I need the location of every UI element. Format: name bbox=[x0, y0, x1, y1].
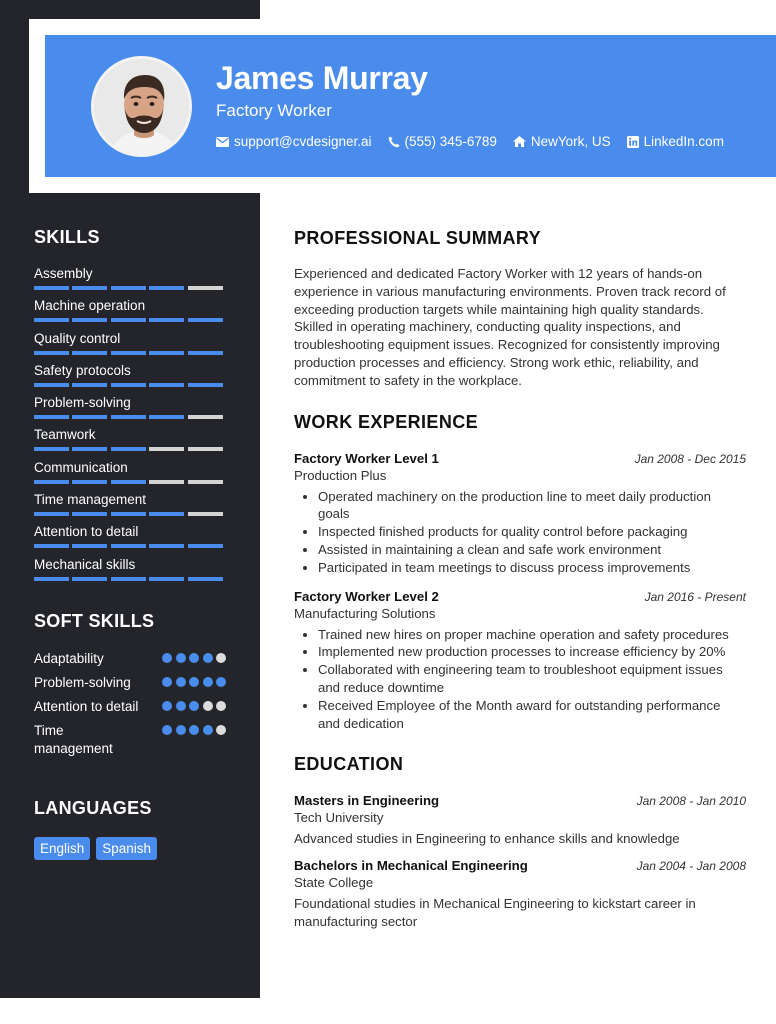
skill-level-bar bbox=[34, 351, 226, 355]
soft-skill-item bbox=[34, 698, 226, 716]
job-bullet: • Trained new hires on proper machine operation and safety procedures bbox=[318, 626, 746, 644]
skill-level-segment bbox=[111, 351, 146, 355]
skills-heading: SKILLS bbox=[34, 227, 100, 247]
rating-dot bbox=[203, 701, 213, 711]
education-school: State College bbox=[294, 875, 374, 891]
skill-level-segment bbox=[34, 544, 69, 548]
candidate-name: James Murray bbox=[216, 60, 428, 96]
skill-item bbox=[34, 523, 226, 555]
job-header bbox=[294, 451, 746, 466]
main-content bbox=[294, 228, 746, 931]
summary-text: Experienced and dedicated Factory Worker with 12 years of hands-on experience in various manufacturing environments. Proven track record of exceeding production targets while maintaining high quality standards. Skilled in operating machinery, conducting quality inspections, and troubleshooting equipment issues. Recognized for consistently improving production processes and efficiency. Strong work ethic, reliability, and commitment to safety in the workplace. bbox=[294, 266, 726, 388]
rating-dot bbox=[216, 725, 226, 735]
skill-level-bar bbox=[34, 480, 226, 484]
languages-list bbox=[34, 837, 163, 860]
skill-item bbox=[34, 394, 226, 426]
skill-level-segment bbox=[34, 383, 69, 387]
skill-level-segment bbox=[34, 447, 69, 451]
skill-level-segment bbox=[149, 318, 184, 322]
skill-level-segment bbox=[149, 351, 184, 355]
job-role: Factory Worker Level 2 bbox=[294, 588, 439, 604]
experience-list bbox=[294, 451, 746, 733]
skill-level-segment bbox=[149, 544, 184, 548]
rating-dot bbox=[162, 701, 172, 711]
skill-level-segment bbox=[149, 415, 184, 419]
rating-dot bbox=[189, 725, 199, 735]
job-bullet: • Implemented new production processes to increase efficiency by 20% bbox=[318, 643, 746, 661]
skill-level-bar bbox=[34, 383, 226, 387]
education-description: Foundational studies in Mechanical Engineering to kickstart career in manufacturing sector bbox=[294, 896, 696, 929]
rating-dot bbox=[162, 653, 172, 663]
soft-skill-name: Time management bbox=[34, 723, 113, 756]
education-dates: Jan 2004 - Jan 2008 bbox=[636, 859, 746, 874]
skill-level-bar bbox=[34, 318, 226, 322]
rating-dot bbox=[162, 677, 172, 687]
skill-level-segment bbox=[188, 286, 223, 290]
rating-dot bbox=[203, 653, 213, 663]
envelope-icon bbox=[216, 137, 229, 147]
skill-item bbox=[34, 491, 226, 523]
home-icon bbox=[513, 136, 526, 147]
rating-dot bbox=[176, 725, 186, 735]
job-bullet: • Inspected finished products for quality control before packaging bbox=[318, 523, 746, 541]
skill-level-segment bbox=[34, 512, 69, 516]
job-bullets bbox=[294, 488, 746, 577]
skill-level-bar bbox=[34, 447, 226, 451]
education-dates: Jan 2008 - Jan 2010 bbox=[636, 794, 746, 809]
skill-level-segment bbox=[72, 415, 107, 419]
soft-skill-item bbox=[34, 722, 226, 758]
skill-level-segment bbox=[72, 286, 107, 290]
skill-level-segment bbox=[72, 447, 107, 451]
skill-name: Safety protocols bbox=[34, 362, 131, 378]
skill-level-segment bbox=[149, 286, 184, 290]
skill-level-segment bbox=[34, 318, 69, 322]
soft-skills-heading: SOFT SKILLS bbox=[34, 611, 155, 631]
soft-skill-item bbox=[34, 650, 226, 668]
phone-icon bbox=[388, 136, 400, 148]
language-badge: English bbox=[34, 837, 90, 860]
skill-level-segment bbox=[149, 447, 184, 451]
job-bullet: • Received Employee of the Month award for outstanding performance and dedication bbox=[318, 697, 746, 733]
skills-list bbox=[34, 265, 226, 588]
education-degree: Bachelors in Mechanical Engineering bbox=[294, 858, 528, 874]
skill-level-segment bbox=[111, 577, 146, 581]
job-bullet: • Operated machinery on the production line to meet daily production goals bbox=[318, 488, 746, 524]
contact-email[interactable] bbox=[216, 134, 372, 149]
avatar bbox=[91, 56, 192, 157]
rating-dot bbox=[176, 653, 186, 663]
skill-item bbox=[34, 426, 226, 458]
education-header bbox=[294, 858, 746, 873]
job-bullet: • Participated in team meetings to discuss process improvements bbox=[318, 559, 746, 577]
skill-level-segment bbox=[111, 480, 146, 484]
phone-text: (555) 345-6789 bbox=[404, 134, 497, 149]
rating-dot bbox=[216, 677, 226, 687]
job-entry bbox=[294, 589, 746, 733]
education-list bbox=[294, 793, 746, 930]
linkedin-icon bbox=[627, 136, 639, 148]
rating-dot bbox=[162, 725, 172, 735]
skill-level-segment bbox=[72, 351, 107, 355]
job-role: Factory Worker Level 1 bbox=[294, 450, 439, 466]
soft-skill-item bbox=[34, 674, 226, 692]
soft-skill-rating bbox=[159, 674, 227, 692]
rating-dot bbox=[189, 701, 199, 711]
skill-level-segment bbox=[149, 512, 184, 516]
linkedin-text: LinkedIn.com bbox=[643, 134, 724, 149]
skill-name: Attention to detail bbox=[34, 524, 139, 540]
skill-name: Communication bbox=[34, 459, 128, 475]
skill-item bbox=[34, 459, 226, 491]
skill-level-segment bbox=[188, 577, 223, 581]
job-bullet: • Assisted in maintaining a clean and safe work environment bbox=[318, 541, 746, 559]
skill-level-segment bbox=[72, 480, 107, 484]
skill-item bbox=[34, 556, 226, 588]
contact-phone[interactable] bbox=[388, 134, 497, 149]
soft-skill-rating bbox=[159, 650, 227, 668]
skill-level-bar bbox=[34, 415, 226, 419]
education-school: Tech University bbox=[294, 810, 384, 826]
contact-linkedin[interactable] bbox=[627, 134, 724, 149]
skill-level-segment bbox=[72, 318, 107, 322]
candidate-title: Factory Worker bbox=[216, 101, 332, 120]
job-company: Production Plus bbox=[294, 467, 387, 483]
skill-level-segment bbox=[72, 383, 107, 387]
skill-name: Teamwork bbox=[34, 427, 96, 443]
job-dates: Jan 2016 - Present bbox=[644, 589, 746, 604]
skill-level-segment bbox=[111, 318, 146, 322]
skill-level-segment bbox=[188, 480, 223, 484]
soft-skill-name: Adaptability bbox=[34, 651, 104, 666]
experience-heading: WORK EXPERIENCE bbox=[294, 411, 479, 432]
summary-heading: PROFESSIONAL SUMMARY bbox=[294, 228, 542, 248]
skill-level-segment bbox=[34, 480, 69, 484]
soft-skill-name: Attention to detail bbox=[34, 699, 139, 714]
skill-level-segment bbox=[188, 447, 223, 451]
soft-skills-list bbox=[34, 650, 226, 764]
email-text: support@cvdesigner.ai bbox=[234, 134, 372, 149]
skill-item bbox=[34, 362, 226, 394]
skill-level-segment bbox=[149, 577, 184, 581]
skill-name: Problem-solving bbox=[34, 395, 131, 411]
skill-level-segment bbox=[188, 351, 223, 355]
rating-dot bbox=[216, 701, 226, 711]
skill-item bbox=[34, 297, 226, 329]
job-company: Manufacturing Solutions bbox=[294, 605, 436, 621]
rating-dot bbox=[189, 653, 199, 663]
skill-level-segment bbox=[149, 480, 184, 484]
skill-level-bar bbox=[34, 577, 226, 581]
skill-level-segment bbox=[149, 383, 184, 387]
language-badge: Spanish bbox=[96, 837, 157, 860]
skill-level-segment bbox=[188, 383, 223, 387]
soft-skill-name: Problem-solving bbox=[34, 675, 131, 690]
education-entry bbox=[294, 793, 746, 848]
skill-level-segment bbox=[72, 577, 107, 581]
skill-level-segment bbox=[111, 415, 146, 419]
soft-skill-rating bbox=[159, 698, 227, 716]
rating-dot bbox=[216, 653, 226, 663]
rating-dot bbox=[176, 701, 186, 711]
skill-name: Time management bbox=[34, 492, 147, 508]
skill-level-segment bbox=[188, 544, 223, 548]
contact-row bbox=[216, 134, 740, 149]
education-description: Advanced studies in Engineering to enhance skills and knowledge bbox=[294, 831, 680, 847]
education-entry bbox=[294, 858, 746, 931]
education-header bbox=[294, 793, 746, 808]
skill-name: Quality control bbox=[34, 330, 121, 346]
skill-name: Mechanical skills bbox=[34, 556, 136, 572]
skill-level-segment bbox=[34, 415, 69, 419]
skill-name: Assembly bbox=[34, 266, 93, 281]
skill-level-segment bbox=[111, 447, 146, 451]
skill-level-segment bbox=[111, 383, 146, 387]
skill-level-segment bbox=[111, 512, 146, 516]
skill-level-segment bbox=[111, 286, 146, 290]
skill-level-segment bbox=[188, 318, 223, 322]
skill-level-segment bbox=[188, 512, 223, 516]
languages-heading: LANGUAGES bbox=[34, 798, 152, 818]
skill-level-bar bbox=[34, 512, 226, 516]
rating-dot bbox=[203, 725, 213, 735]
job-header bbox=[294, 589, 746, 604]
skill-name: Machine operation bbox=[34, 298, 146, 314]
skill-level-bar bbox=[34, 286, 226, 290]
skill-level-bar bbox=[34, 544, 226, 548]
job-bullet: • Collaborated with engineering team to troubleshoot equipment issues and reduce downtime bbox=[318, 661, 746, 697]
job-bullets bbox=[294, 626, 746, 733]
skill-level-segment bbox=[34, 351, 69, 355]
skill-level-segment bbox=[188, 415, 223, 419]
skill-item bbox=[34, 330, 226, 362]
rating-dot bbox=[189, 677, 199, 687]
rating-dot bbox=[176, 677, 186, 687]
job-dates: Jan 2008 - Dec 2015 bbox=[634, 451, 746, 466]
skill-item bbox=[34, 265, 226, 297]
location-text: NewYork, US bbox=[530, 134, 611, 149]
job-entry bbox=[294, 451, 746, 577]
skill-level-segment bbox=[72, 512, 107, 516]
education-heading: EDUCATION bbox=[294, 754, 404, 775]
skill-level-segment bbox=[34, 286, 69, 290]
rating-dot bbox=[203, 677, 213, 687]
education-degree: Masters in Engineering bbox=[294, 793, 440, 809]
skill-level-segment bbox=[72, 544, 107, 548]
contact-location bbox=[513, 134, 611, 149]
skill-level-segment bbox=[111, 544, 146, 548]
soft-skill-rating bbox=[159, 722, 227, 758]
skill-level-segment bbox=[34, 577, 69, 581]
